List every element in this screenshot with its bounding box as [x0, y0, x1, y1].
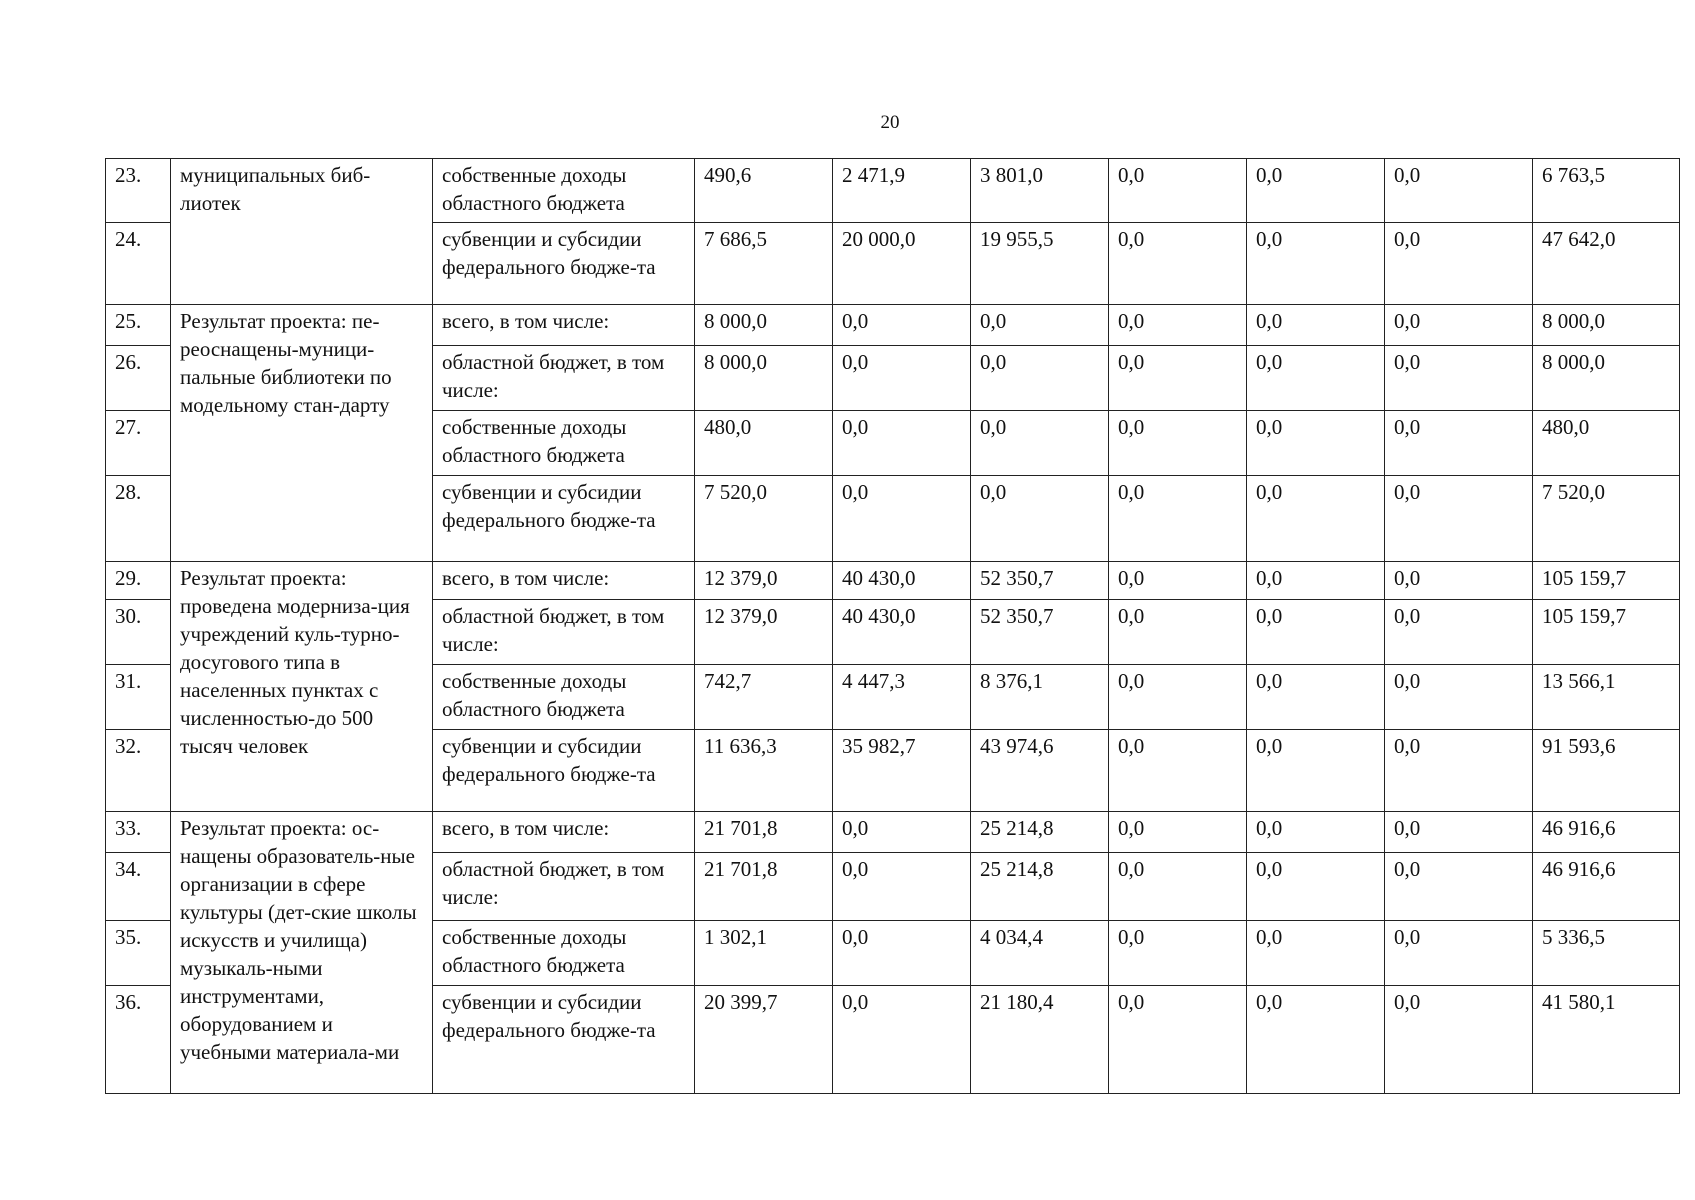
value-cell: 12 379,0	[695, 562, 833, 600]
value-cell: 35 982,7	[833, 730, 971, 812]
row-number: 27.	[106, 411, 171, 476]
value-cell: 11 636,3	[695, 730, 833, 812]
row-number: 32.	[106, 730, 171, 812]
value-cell: 0,0	[971, 476, 1109, 562]
value-cell: 25 214,8	[971, 812, 1109, 853]
value-cell: 8 000,0	[695, 305, 833, 346]
value-cell: 0,0	[1385, 812, 1533, 853]
value-cell: 0,0	[833, 411, 971, 476]
funding-source: областной бюджет, в том числе:	[433, 853, 695, 921]
value-cell: 43 974,6	[971, 730, 1109, 812]
project-result-description: Результат проекта: ос-нащены образователь-ные организации в сфере культуры (дет-ские школы искусств и училища) музыкаль-ными инструментами, оборудованием и учебными материала-ми	[171, 812, 433, 1094]
value-cell: 7 520,0	[695, 476, 833, 562]
value-cell: 20 000,0	[833, 223, 971, 305]
value-cell: 19 955,5	[971, 223, 1109, 305]
row-number: 24.	[106, 223, 171, 305]
value-cell: 0,0	[1385, 223, 1533, 305]
value-cell: 0,0	[1247, 853, 1385, 921]
value-cell: 490,6	[695, 159, 833, 223]
table-row	[106, 159, 1680, 223]
row-number: 23.	[106, 159, 171, 223]
total-value-cell: 47 642,0	[1533, 223, 1680, 305]
row-number: 28.	[106, 476, 171, 562]
value-cell: 40 430,0	[833, 600, 971, 665]
value-cell: 0,0	[1385, 853, 1533, 921]
value-cell: 0,0	[833, 305, 971, 346]
value-cell: 0,0	[1385, 562, 1533, 600]
value-cell: 0,0	[833, 921, 971, 986]
value-cell: 480,0	[695, 411, 833, 476]
row-number: 35.	[106, 921, 171, 986]
value-cell: 0,0	[1109, 730, 1247, 812]
value-cell: 0,0	[1109, 812, 1247, 853]
value-cell: 0,0	[1385, 600, 1533, 665]
row-number: 25.	[106, 305, 171, 346]
value-cell: 0,0	[1385, 159, 1533, 223]
value-cell: 0,0	[833, 812, 971, 853]
value-cell: 8 000,0	[695, 346, 833, 411]
total-value-cell: 8 000,0	[1533, 305, 1680, 346]
value-cell: 0,0	[1385, 986, 1533, 1094]
value-cell: 25 214,8	[971, 853, 1109, 921]
funding-source: областной бюджет, в том числе:	[433, 600, 695, 665]
row-number: 34.	[106, 853, 171, 921]
total-value-cell: 46 916,6	[1533, 812, 1680, 853]
value-cell: 21 180,4	[971, 986, 1109, 1094]
page-number: 20	[880, 112, 900, 133]
value-cell: 8 376,1	[971, 665, 1109, 730]
funding-source: собственные доходы областного бюджета	[433, 159, 695, 223]
value-cell: 52 350,7	[971, 600, 1109, 665]
value-cell: 0,0	[1385, 411, 1533, 476]
row-number: 29.	[106, 562, 171, 600]
value-cell: 2 471,9	[833, 159, 971, 223]
total-value-cell: 6 763,5	[1533, 159, 1680, 223]
value-cell: 0,0	[971, 346, 1109, 411]
funding-source: собственные доходы областного бюджета	[433, 921, 695, 986]
total-value-cell: 7 520,0	[1533, 476, 1680, 562]
value-cell: 0,0	[833, 346, 971, 411]
total-value-cell: 8 000,0	[1533, 346, 1680, 411]
value-cell: 742,7	[695, 665, 833, 730]
value-cell: 0,0	[1385, 665, 1533, 730]
table-row	[106, 812, 1680, 853]
value-cell: 0,0	[1385, 476, 1533, 562]
value-cell: 0,0	[1247, 730, 1385, 812]
value-cell: 0,0	[1109, 346, 1247, 411]
project-result-description: муниципальных биб-лиотек	[171, 159, 433, 305]
value-cell: 7 686,5	[695, 223, 833, 305]
value-cell: 0,0	[1109, 305, 1247, 346]
value-cell: 0,0	[1247, 223, 1385, 305]
total-value-cell: 46 916,6	[1533, 853, 1680, 921]
total-value-cell: 5 336,5	[1533, 921, 1680, 986]
value-cell: 20 399,7	[695, 986, 833, 1094]
value-cell: 0,0	[1247, 562, 1385, 600]
value-cell: 0,0	[1109, 223, 1247, 305]
value-cell: 0,0	[1385, 921, 1533, 986]
value-cell: 0,0	[971, 411, 1109, 476]
funding-source: субвенции и субсидии федерального бюдже-та	[433, 223, 695, 305]
project-result-description: Результат проекта: проведена модерниза-ция учреждений куль-турно-досугового типа в населенных пунктах с численностью-до 500 тысяч человек	[171, 562, 433, 812]
value-cell: 0,0	[1247, 812, 1385, 853]
value-cell: 0,0	[1385, 305, 1533, 346]
value-cell: 0,0	[1247, 986, 1385, 1094]
row-number: 31.	[106, 665, 171, 730]
value-cell: 0,0	[1109, 986, 1247, 1094]
funding-source: всего, в том числе:	[433, 812, 695, 853]
project-result-description: Результат проекта: пе-реоснащены-муници-пальные библиотеки по модельному стан-дарту	[171, 305, 433, 562]
value-cell: 0,0	[1109, 476, 1247, 562]
value-cell: 4 034,4	[971, 921, 1109, 986]
total-value-cell: 41 580,1	[1533, 986, 1680, 1094]
table-row	[106, 305, 1680, 346]
value-cell: 0,0	[971, 305, 1109, 346]
value-cell: 0,0	[1247, 346, 1385, 411]
value-cell: 0,0	[1247, 476, 1385, 562]
total-value-cell: 91 593,6	[1533, 730, 1680, 812]
funding-source: субвенции и субсидии федерального бюдже-та	[433, 730, 695, 812]
row-number: 26.	[106, 346, 171, 411]
funding-source: собственные доходы областного бюджета	[433, 665, 695, 730]
value-cell: 0,0	[1385, 730, 1533, 812]
value-cell: 4 447,3	[833, 665, 971, 730]
value-cell: 0,0	[1247, 921, 1385, 986]
row-number: 36.	[106, 986, 171, 1094]
value-cell: 0,0	[1247, 665, 1385, 730]
value-cell: 40 430,0	[833, 562, 971, 600]
funding-source: областной бюджет, в том числе:	[433, 346, 695, 411]
funding-source: всего, в том числе:	[433, 305, 695, 346]
value-cell: 21 701,8	[695, 853, 833, 921]
value-cell: 1 302,1	[695, 921, 833, 986]
funding-source: субвенции и субсидии федерального бюдже-та	[433, 476, 695, 562]
value-cell: 0,0	[833, 853, 971, 921]
value-cell: 0,0	[1109, 600, 1247, 665]
value-cell: 0,0	[1247, 305, 1385, 346]
total-value-cell: 105 159,7	[1533, 562, 1680, 600]
value-cell: 21 701,8	[695, 812, 833, 853]
total-value-cell: 105 159,7	[1533, 600, 1680, 665]
total-value-cell: 13 566,1	[1533, 665, 1680, 730]
value-cell: 0,0	[1109, 853, 1247, 921]
value-cell: 0,0	[1385, 346, 1533, 411]
value-cell: 0,0	[1109, 562, 1247, 600]
value-cell: 0,0	[1109, 665, 1247, 730]
value-cell: 0,0	[1247, 600, 1385, 665]
value-cell: 0,0	[1109, 159, 1247, 223]
value-cell: 0,0	[1109, 921, 1247, 986]
value-cell: 3 801,0	[971, 159, 1109, 223]
funding-source: субвенции и субсидии федерального бюдже-та	[433, 986, 695, 1094]
value-cell: 0,0	[1247, 159, 1385, 223]
total-value-cell: 480,0	[1533, 411, 1680, 476]
value-cell: 0,0	[833, 986, 971, 1094]
value-cell: 0,0	[833, 476, 971, 562]
value-cell: 0,0	[1247, 411, 1385, 476]
value-cell: 12 379,0	[695, 600, 833, 665]
row-number: 33.	[106, 812, 171, 853]
value-cell: 52 350,7	[971, 562, 1109, 600]
value-cell: 0,0	[1109, 411, 1247, 476]
budget-table	[105, 158, 1680, 1094]
table-body	[106, 159, 1680, 1094]
funding-source: всего, в том числе:	[433, 562, 695, 600]
row-number: 30.	[106, 600, 171, 665]
table-row	[106, 562, 1680, 600]
funding-source: собственные доходы областного бюджета	[433, 411, 695, 476]
